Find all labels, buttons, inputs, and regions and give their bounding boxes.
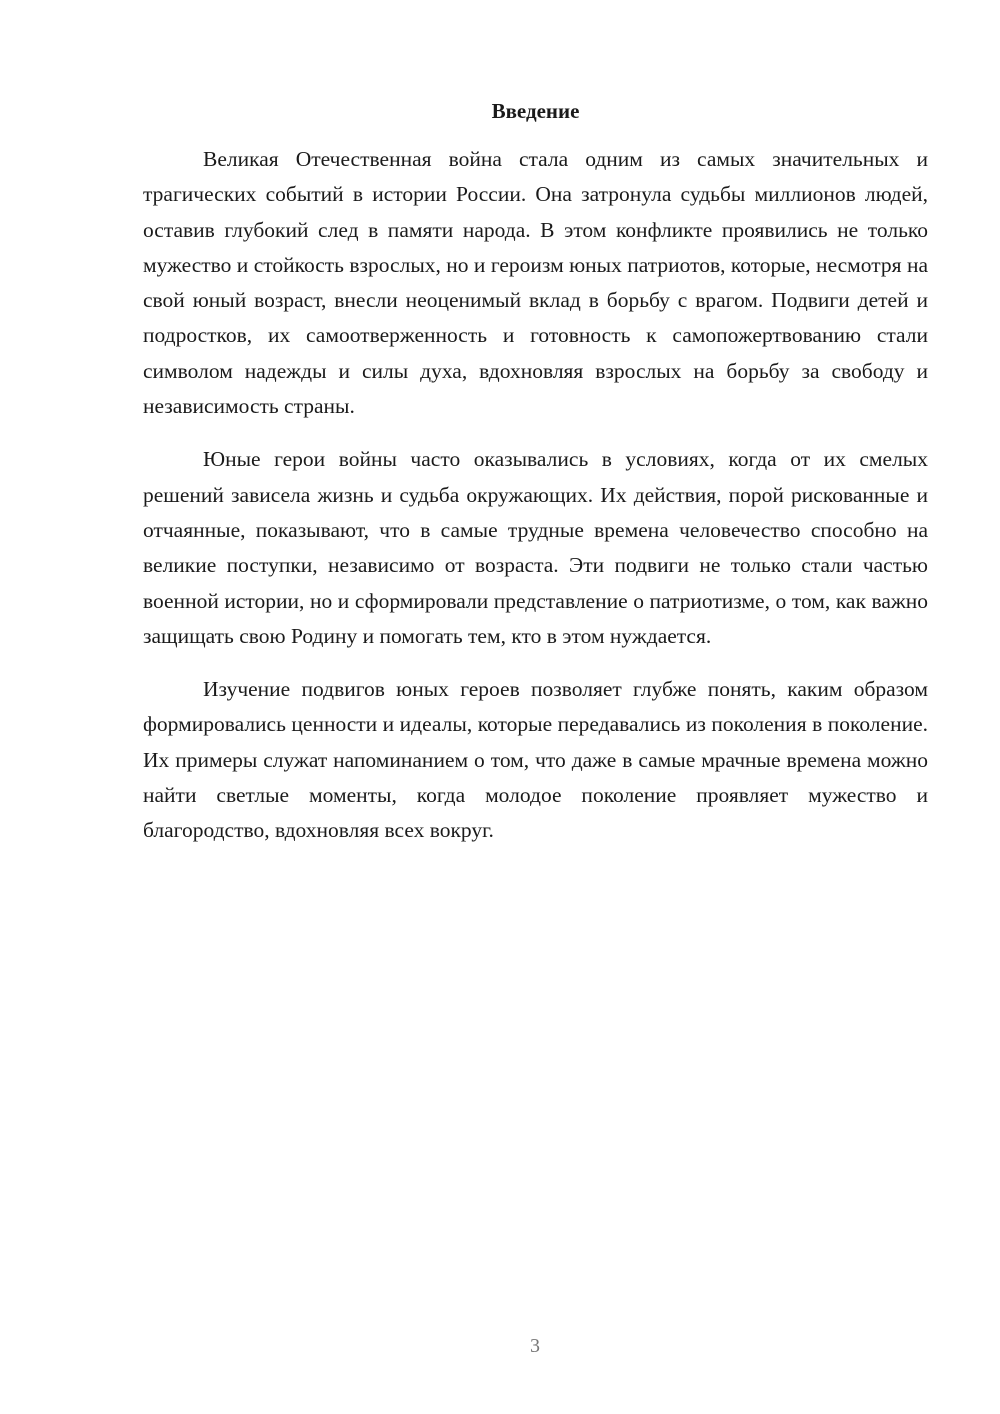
body-text xyxy=(143,142,928,867)
section-title: Введение xyxy=(491,99,580,123)
paragraph-3: Изучение подвигов юных героев позволяет глубже понять, каким образом формировались ценности и идеалы, которые передавались из поколения в поколение. Их примеры служат напоминанием о том, что даже в самые мрачные времена можно найти светлые моменты, когда молодое поколение проявляет мужество и благородство, вдохновляя всех вокруг. xyxy=(143,677,928,843)
paragraph-2: Юные герои войны часто оказывались в условиях, когда от их смелых решений зависела жизнь и судьба окружающих. Их действия, порой рискованные и отчаянные, показывают, что в самые трудные времена человечество способно на великие поступки, независимо от возраста. Эти подвиги не только стали частью военной истории, но и сформировали представление о патриотизме, о том, как важно защищать свою Родину и помогать тем, кто в этом нуждается. xyxy=(143,447,928,648)
paragraph-1: Великая Отечественная война стала одним из самых значительных и трагических событий в истории России. Она затронула судьбы миллионов людей, оставив глубокий след в памяти народа. В этом конфликте проявились не только мужество и стойкость взрослых, но и героизм юных патриотов, которые, несмотря на свой юный возраст, внесли неоценимый вклад в борьбу с врагом. Подвиги детей и подростков, их самоотверженность и готовность к самопожертвованию стали символом надежды и силы духа, вдохновляя взрослых на борьбу за свободу и независимость страны. xyxy=(143,147,928,419)
page-number: 3 xyxy=(530,1335,540,1357)
